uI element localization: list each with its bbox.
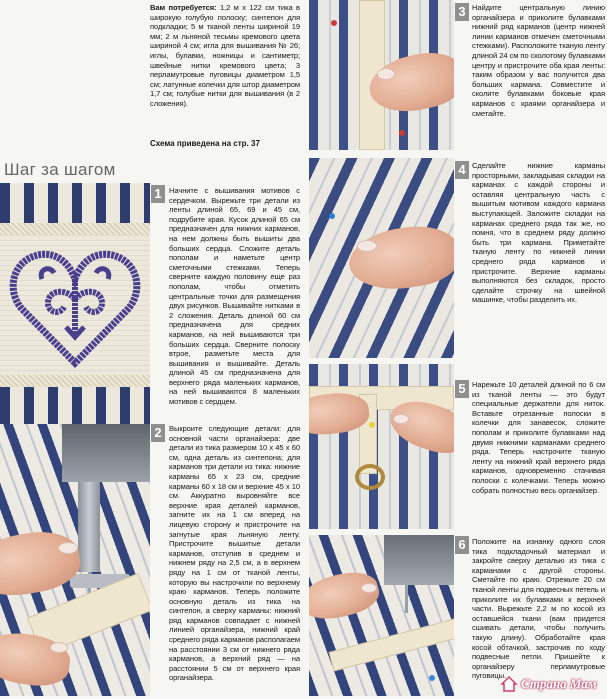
brass-ring-icon	[355, 464, 385, 490]
scheme-reference: Схема приведена на стр. 37	[150, 139, 260, 148]
photo-step-3-pins	[309, 0, 454, 150]
watermark-text: Страна Мам	[521, 676, 597, 691]
step-4-text: Сделайте нижние карманы просторными, закладывая складки на карманах с каждой стороны и оставляя центральную часть с вышитым мотивом каждого кармана выступающей. Заложите складки на карманах среднего ряда так же, но помня, что в среднем ряду должно быть три кармана. Приметайте тканую ленту по нижней линии среднего ряда карманов и пристрочите. Верхние карманы выполняются без складок, просто сделайте строчку на швейной машинке, чтобы разделить их.	[472, 161, 605, 305]
photo-step-4-pleats	[309, 158, 454, 358]
step-4-number: 4	[455, 161, 469, 179]
house-logo-icon	[500, 675, 518, 693]
photo-heart-embroidery	[0, 183, 150, 424]
heart-motif-icon	[8, 239, 142, 373]
step-6-number: 6	[455, 536, 469, 554]
step-3-text: Найдите центральную линию органайзера и приколите булавками нижний ряд карманов (центр нижней линии карманов отмечен сметочными стежками). Расположите тканую ленту длиной 24 см по сколотому булавками центру и пристрочите оба края ленты: таким образом у вас получится два больших кармана. Совместите и сколите булавками боковые края карманов с краями органайзера и сметайте.	[472, 3, 605, 118]
step-2-number: 2	[151, 424, 165, 442]
step-1-number: 1	[151, 185, 165, 203]
photo-step-5-rings	[309, 364, 454, 529]
page-heading: Шаг за шагом	[4, 160, 116, 179]
watermark	[500, 672, 605, 696]
materials-text: 1,2 м x 122 см тика в широкую голубую полоску; синтепон для подкладки; 5 м тканой ленты шириной 19 мм; 2 м льняной тесьмы кремового цвета шириной 4 см; игла для вышивания № 26; иглы, булавки, ножницы и сантиметр; швейные нитки кремового цвета; 3 перламутровые пуговицы диаметром 1,5 см; латунные колечки для штор диаметром 1,7 см; голубые нитки для вышивания (в 2 сложения).	[150, 3, 300, 108]
step-1-text: Начните с вышивания мотивов с сердечком. Вырежьте три детали из ленты длиной 65, 69 и 45 см, подрубите края. Кусок длиной 65 см предназначен для нижних карманов, на нем должны быть вышиты два больших сердца. Сложите деталь пополам и наметьте центр сметочными стежками. Теперь сверните каждую половину еще раз пополам, чтобы отметить центральные точки для размещения двух рисунков. Вышивайте нитками в 2 сложения. Деталь длиной 60 см предназначена для средних карманов, на ней вышиваются три больших сердца. Сверните полоску втрое, разметьте места для вышивания и вышивайте. Деталь длиной 45 см предназначена для верхнего ряда маленьких карманов, на ней вышиваются 8 маленьких мотивов с сердцем.	[169, 186, 300, 407]
step-5-number: 5	[455, 380, 469, 398]
step-3-number: 3	[455, 3, 469, 21]
materials-block	[150, 3, 300, 109]
step-5-text: Нарежьте 10 деталей длиной по 6 см из тканой ленты — это будут специальные держатели для ниток. Вставьте отрезанные полоски в колечки для занавесок, сложите пополам и приколите булавками над двумя нижними карманами среднего ряда. Теперь настрочите тканую ленту на нижний край верхнего ряда карманов, одновременно стачивая полоски с колечками. Теперь можно собрать полностью весь органайзер.	[472, 380, 605, 495]
photo-step-6-machine	[309, 535, 454, 696]
photo-sewing-machine	[0, 424, 150, 696]
step-6-text: Положите на изнанку одного слоя тика подкладочный материал и закройте сверху деталью из тика с карманами с другой стороны. Сметайте по краю. Отрежьте 20 см тканой ленты для подвесных петель и приколите их булавками к верхней части. Вырежьте 2,2 м по косой из оставшейся ткани (вам придется сшивать детали, чтобы получить такую длину). Обработайте края косой обтачкой, застрочив по ходу подвесные петли. Пришейте к органайзеру перламутровые пуговицы.	[472, 537, 605, 681]
step-2-text: Выкроите следующие детали: для основной части органайзера: две детали из тика размером 10 x 45 x 60 см, одна деталь из синтепона; для карманов три детали из тика: нижние карманы 65 x 23 см, средние карманы 60 x 18 см и верхние 45 x 10 см. Аккуратно выровняйте все верхние края деталей карманов, загните их на 1 см вперед на лицевую сторону и пристрочите на загнутые края льняную ленту. Пристрочите вышитые детали карманов, отступив в среднем и нижнем ряду на 2,5 см, а в верхнем ряду на 1 см от тканой ленты, которую вы настрочили по верхнему краю карманов. Теперь положите основную деталь из тика на синтепон, а сверху карманы: нижний ряд карманов совпадает с нижней линией органайзера, нижний край среднего ряда карманов располагаем на расстоянии 3 см от нижнего ряда карманов, а верхний ряд — на расстоянии 5 см от верхнего края органайзера.	[169, 424, 300, 683]
materials-title: Вам потребуется:	[150, 3, 217, 12]
